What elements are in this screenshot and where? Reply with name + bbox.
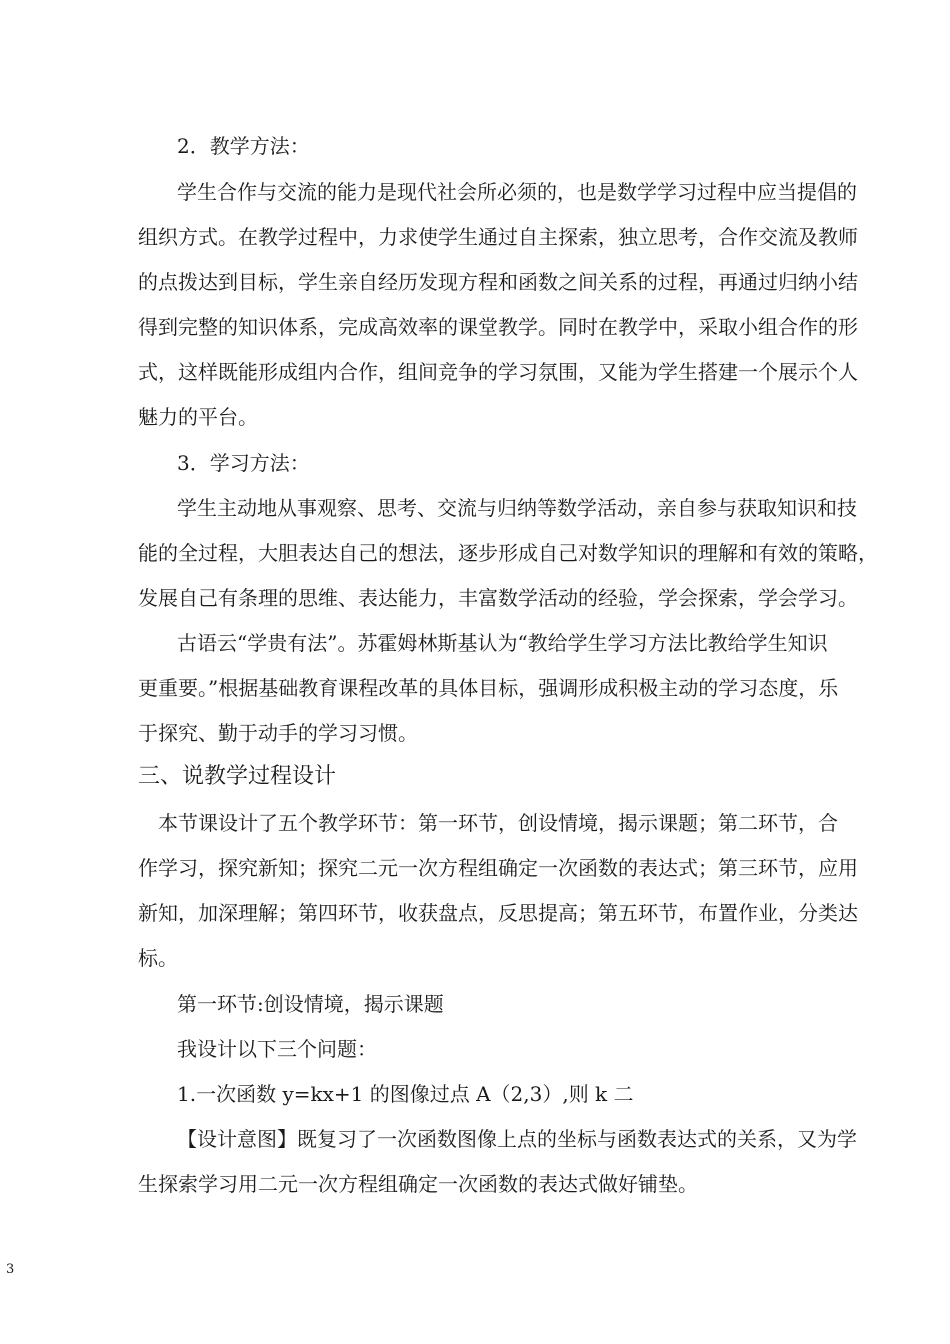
body-text-line: 学生主动地从事观察、思考、交流与归纳等数学活动，亲自参与获取知识和技 — [177, 496, 857, 520]
body-text-line: 发展自己有条理的思维、表达能力，丰富数学活动的经验，学会探索，学会学习。 — [138, 586, 858, 610]
body-text-line: 式，这样既能形成组内合作，组间竞争的学习氛围，又能为学生搭建一个展示个人 — [138, 360, 858, 384]
body-text-line: 能的全过程，大胆表达自己的想法，逐步形成自己对数学知识的理解和有效的策略， — [138, 541, 878, 565]
body-text-line: 于探究、勤于动手的学习习惯。 — [138, 721, 418, 745]
body-text-line: 新知，加深理解；第四环节，收获盘点，反思提高；第五环节，布置作业，分类达 — [138, 901, 858, 925]
subheading-teaching-method: 2．教学方法： — [177, 134, 310, 158]
section-heading: 三、说教学过程设计 — [138, 764, 337, 789]
step-heading: 第一环节:创设情境，揭示课题 — [177, 992, 444, 1016]
body-text-line: 更重要。”根据基础教育课程改革的具体目标，强调形成积极主动的学习态度，乐 — [138, 676, 839, 700]
body-text-line: 学生合作与交流的能力是现代社会所必须的，也是数学学习过程中应当提倡的 — [177, 180, 857, 204]
subheading-learning-method: 3．学习方法： — [177, 451, 310, 475]
body-text-line: 标。 — [138, 946, 178, 970]
body-text-line: 本节课设计了五个教学环节：第一环节，创设情境，揭示课题；第二环节，合 — [158, 811, 838, 835]
body-text-line: 我设计以下三个问题： — [177, 1037, 377, 1061]
body-text-line: 生探索学习用二元一次方程组确定一次函数的表达式做好铺垫。 — [138, 1172, 698, 1196]
body-text-line: 【设计意图】既复习了一次函数图像上点的坐标与函数表达式的关系，又为学 — [177, 1127, 857, 1151]
body-text-line: 的点拨达到目标，学生亲自经历发现方程和函数之间关系的过程，再通过归纳小结 — [138, 270, 858, 294]
question-item: 1.一次函数 y=kx+1 的图像过点 A（2,3）,则 k 二 — [177, 1082, 634, 1106]
page-number: 3 — [6, 1262, 15, 1277]
body-text-line: 作学习，探究新知；探究二元一次方程组确定一次函数的表达式；第三环节，应用 — [138, 856, 858, 880]
body-text-line: 魅力的平台。 — [138, 405, 258, 429]
body-text-line: 得到完整的知识体系，完成高效率的课堂教学。同时在教学中，采取小组合作的形 — [138, 315, 858, 339]
body-text-line: 古语云“学贵有法”。苏霍姆林斯基认为“教给学生学习方法比教给学生知识 — [177, 631, 828, 655]
body-text-line: 组织方式。在教学过程中，力求使学生通过自主探索，独立思考，合作交流及教师 — [138, 225, 858, 249]
